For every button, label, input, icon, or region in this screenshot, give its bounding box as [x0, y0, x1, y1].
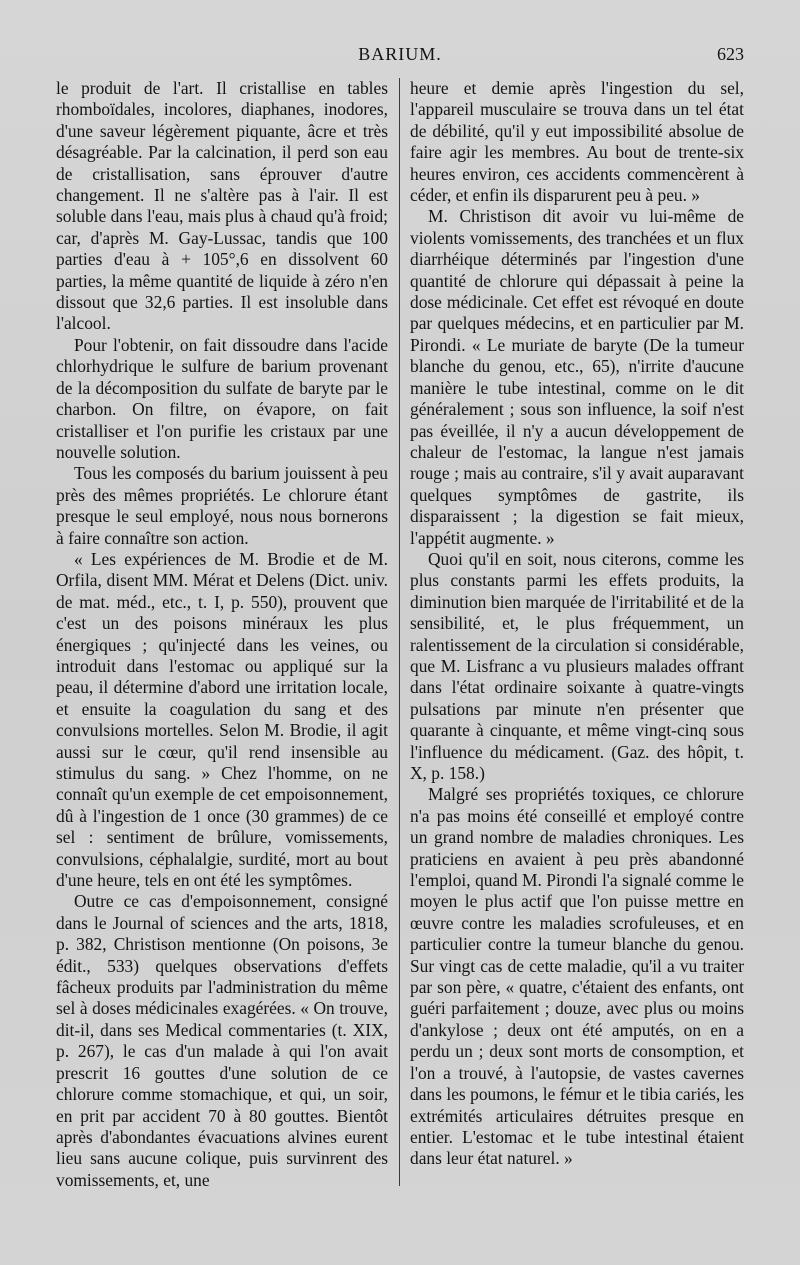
paragraph: M. Christison dit avoir vu lui-même de violents vomissements, des tranchées et un flux diarrhéique déterminés par l'ingestion d'une quantité de chlorure qui dépassait à peine la dose médicinale. Cet effet est révoqué en doute par quelques médecins, et en particulier par M. Pirondi. « Le muriate de baryte (De la tumeur blanche du genou, etc., 65), n'irrite d'aucune manière le tube intestinal, comme on le dit généralement ; sous son influence, la soif n'est pas éveillée, il n'y a aucun développement de chaleur de l'estomac, la langue n'est jamais rouge ; mais au contraire, s'il y avait auparavant quelques symptômes de gastrite, ils disparaissent ; la digestion se fait mieux, l'appétit augmente. »	[410, 206, 744, 548]
column-divider	[399, 78, 400, 1186]
paragraph: Tous les composés du barium jouissent à peu près des mêmes propriétés. Le chlorure étant presque le seul employé, nous nous bornerons à faire connaître son action.	[56, 463, 388, 548]
left-column	[56, 78, 388, 1191]
paragraph: Pour l'obtenir, on fait dissoudre dans l'acide chlorhydrique le sulfure de barium provenant de la décomposition du sulfate de baryte par le charbon. On filtre, on évapore, on fait cristalliser et l'on purifie les cristaux par une nouvelle solution.	[56, 334, 388, 462]
running-title: BARIUM.	[358, 44, 442, 64]
paragraph: Quoi qu'il en soit, nous citerons, comme les plus constants parmi les effets produits, la diminution bien marquée de l'irritabilité et de la sensibilité, et, le plus fréquemment, un ralentissement de la circulation si considérable, que M. Lisfranc a vu plusieurs malades offrant dans l'état ordinaire soixante à quatre-vingts pulsations par minute n'en présenter que quarante à cinquante, et même vingt-cinq sous l'influence du médicament. (Gaz. des hôpit, t. X, p. 158.)	[410, 548, 744, 783]
page-header	[56, 44, 744, 72]
paragraph: le produit de l'art. Il cristallise en tables rhomboïdales, incolores, diaphanes, inodores, d'une saveur légèrement piquante, âcre et très désagréable. Par la calcination, il perd son eau de cristallisation, sans éprouver d'autre changement. Il ne s'altère pas à l'air. Il est soluble dans l'eau, mais plus à chaud qu'à froid; car, d'après M. Gay-Lussac, tandis que 100 parties d'eau à + 105°,6 en dissolvent 60 parties, la même quantité de liquide à zéro n'en dissout que 32,6 parties. Il est insoluble dans l'alcool.	[56, 78, 388, 334]
paragraph: Outre ce cas d'empoisonnement, consigné dans le Journal of sciences and the arts, 1818, p. 382, Christison mentionne (On poisons, 3e édit., 533) quelques observations d'effets fâcheux produits par l'administration du même sel à doses médicinales exagérées. « On trouve, dit-il, dans ses Medical commentaries (t. XIX, p. 267), le cas d'un malade à qui l'on avait prescrit 16 gouttes d'une solution de ce chlorure comme stomachique, et qui, un soir, en prit par accident 70 à 80 gouttes. Bientôt après d'abondantes évacuations alvines eurent lieu sans aucune colique, puis survinrent des vomissements, et, une	[56, 891, 388, 1190]
paragraph: heure et demie après l'ingestion du sel, l'appareil musculaire se trouva dans un tel état de débilité, qu'il y eut impossibilité absolue de faire agir les membres. Au bout de trente-six heures environ, ces accidents commencèrent à céder, et enfin ils disparurent peu à peu. »	[410, 78, 744, 206]
right-column	[410, 78, 744, 1170]
paragraph: Malgré ses propriétés toxiques, ce chlorure n'a pas moins été conseillé et employé contre un grand nombre de maladies chroniques. Les praticiens en avaient à peu près abandonné l'emploi, quand M. Pirondi l'a signalé comme le moyen le plus actif que l'on puisse mettre en œuvre contre les maladies scrofuleuses, et en particulier contre la tumeur blanche du genou. Sur vingt cas de cette maladie, qu'il a vu traiter par son père, « quatre, c'étaient des enfants, ont guéri parfaitement ; douze, avec plus ou moins d'ankylose ; deux ont été amputés, on en a perdu un ; deux sont morts de consomption, et l'on a trouvé, à l'autopsie, de vastes cavernes dans les poumons, le fémur et le tibia cariés, les extrémités articulaires détruites presque en entier. L'estomac et le tube intestinal étaient dans leur état naturel. »	[410, 784, 744, 1169]
paragraph: « Les expériences de M. Brodie et de M. Orfila, disent MM. Mérat et Delens (Dict. univ. de mat. méd., etc., t. I, p. 550), prouvent que c'est un des poisons minéraux les plus énergiques ; qu'injecté dans les veines, ou introduit dans l'estomac ou appliqué sur la peau, il détermine d'abord une irritation locale, et ensuite la coagulation du sang et des convulsions mortelles. Selon M. Brodie, il agit aussi sur le cœur, qu'il rend insensible au stimulus du sang. » Chez l'homme, on ne connaît qu'un exemple de cet empoisonnement, dû à l'ingestion de 1 once (30 grammes) de ce sel : sentiment de brûlure, vomissements, convulsions, céphalalgie, surdité, mort au bout d'une heure, tels en ont été les symptômes.	[56, 548, 388, 891]
page-number: 623	[717, 44, 744, 64]
